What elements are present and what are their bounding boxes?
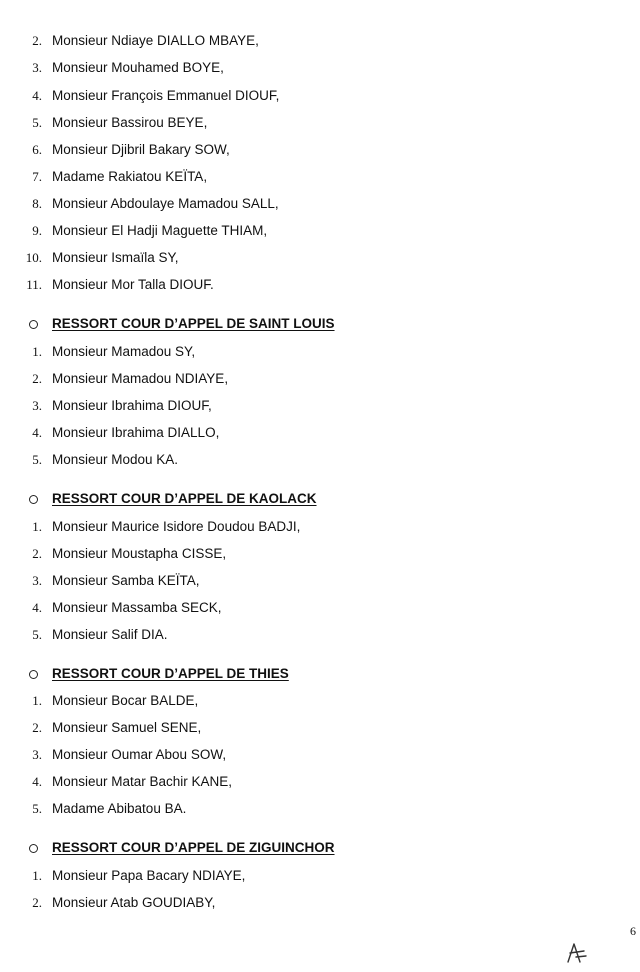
item-name: Monsieur Ibrahima DIALLO,	[52, 425, 220, 440]
page-number: 6	[630, 924, 636, 938]
item-number: 1.	[32, 868, 42, 883]
circle-bullet-icon	[29, 844, 38, 853]
item-name: Monsieur Modou KA.	[52, 452, 179, 467]
item-name: Monsieur Bocar BALDE,	[52, 693, 199, 708]
item-name: Monsieur Ndiaye DIALLO MBAYE,	[52, 33, 259, 48]
item-name: Monsieur Atab GOUDIABY,	[52, 895, 216, 910]
section-heading-text: RESSORT COUR D’APPEL DE SAINT LOUIS	[52, 316, 335, 331]
item-number: 2.	[32, 720, 42, 735]
item-name: Monsieur Moustapha CISSE,	[52, 546, 227, 561]
item-number: 6.	[32, 142, 42, 157]
item-name: Monsieur Samuel SENE,	[52, 720, 202, 735]
item-number: 4.	[32, 600, 42, 615]
item-number: 5.	[32, 115, 42, 130]
item-name: Monsieur François Emmanuel DIOUF,	[52, 88, 280, 103]
item-name: Monsieur Mouhamed BOYE,	[52, 60, 224, 75]
item-name: Monsieur Samba KEÏTA,	[52, 573, 200, 588]
handwritten-initial-icon	[562, 938, 592, 968]
circle-bullet-icon	[29, 495, 38, 504]
item-name: Monsieur Abdoulaye Mamadou SALL,	[52, 196, 279, 211]
item-number: 5.	[32, 627, 42, 642]
item-name: Monsieur Maurice Isidore Doudou BADJI,	[52, 519, 301, 534]
item-number: 3.	[32, 398, 42, 413]
item-name: Monsieur Papa Bacary NDIAYE,	[52, 868, 246, 883]
item-number: 9.	[32, 223, 42, 238]
item-number: 2.	[32, 33, 42, 48]
item-name: Madame Rakiatou KEÏTA,	[52, 169, 208, 184]
item-number: 4.	[32, 425, 42, 440]
section-heading-text: RESSORT COUR D’APPEL DE ZIGUINCHOR	[52, 840, 335, 855]
item-name: Monsieur Mamadou SY,	[52, 344, 196, 359]
item-name: Monsieur Massamba SECK,	[52, 600, 222, 615]
item-number: 11.	[26, 277, 42, 292]
item-number: 8.	[32, 196, 42, 211]
item-number: 1.	[32, 519, 42, 534]
item-number: 10.	[25, 250, 42, 265]
circle-bullet-icon	[29, 670, 38, 679]
item-number: 1.	[32, 344, 42, 359]
item-number: 3.	[32, 747, 42, 762]
item-number: 2.	[32, 895, 42, 910]
item-name: Monsieur Bassirou BEYE,	[52, 115, 208, 130]
item-name: Monsieur Mamadou NDIAYE,	[52, 371, 229, 386]
item-name: Monsieur Ismaïla SY,	[52, 250, 179, 265]
item-name: Monsieur Matar Bachir KANE,	[52, 774, 233, 789]
item-number: 2.	[32, 371, 42, 386]
item-number: 7.	[32, 169, 42, 184]
item-name: Monsieur Djibril Bakary SOW,	[52, 142, 230, 157]
item-name: Monsieur Salif DIA.	[52, 627, 168, 642]
item-number: 4.	[32, 88, 42, 103]
item-number: 3.	[32, 60, 42, 75]
section-heading-text: RESSORT COUR D’APPEL DE KAOLACK	[52, 491, 317, 506]
section-heading-text: RESSORT COUR D’APPEL DE THIES	[52, 666, 289, 681]
item-name: Monsieur El Hadji Maguette THIAM,	[52, 223, 268, 238]
item-name: Monsieur Ibrahima DIOUF,	[52, 398, 212, 413]
item-number: 5.	[32, 452, 42, 467]
item-name: Madame Abibatou BA.	[52, 801, 187, 816]
item-number: 3.	[32, 573, 42, 588]
item-number: 1.	[32, 693, 42, 708]
item-name: Monsieur Mor Talla DIOUF.	[52, 277, 214, 292]
item-number: 4.	[32, 774, 42, 789]
item-number: 5.	[32, 801, 42, 816]
item-name: Monsieur Oumar Abou SOW,	[52, 747, 227, 762]
item-number: 2.	[32, 546, 42, 561]
circle-bullet-icon	[29, 320, 38, 329]
